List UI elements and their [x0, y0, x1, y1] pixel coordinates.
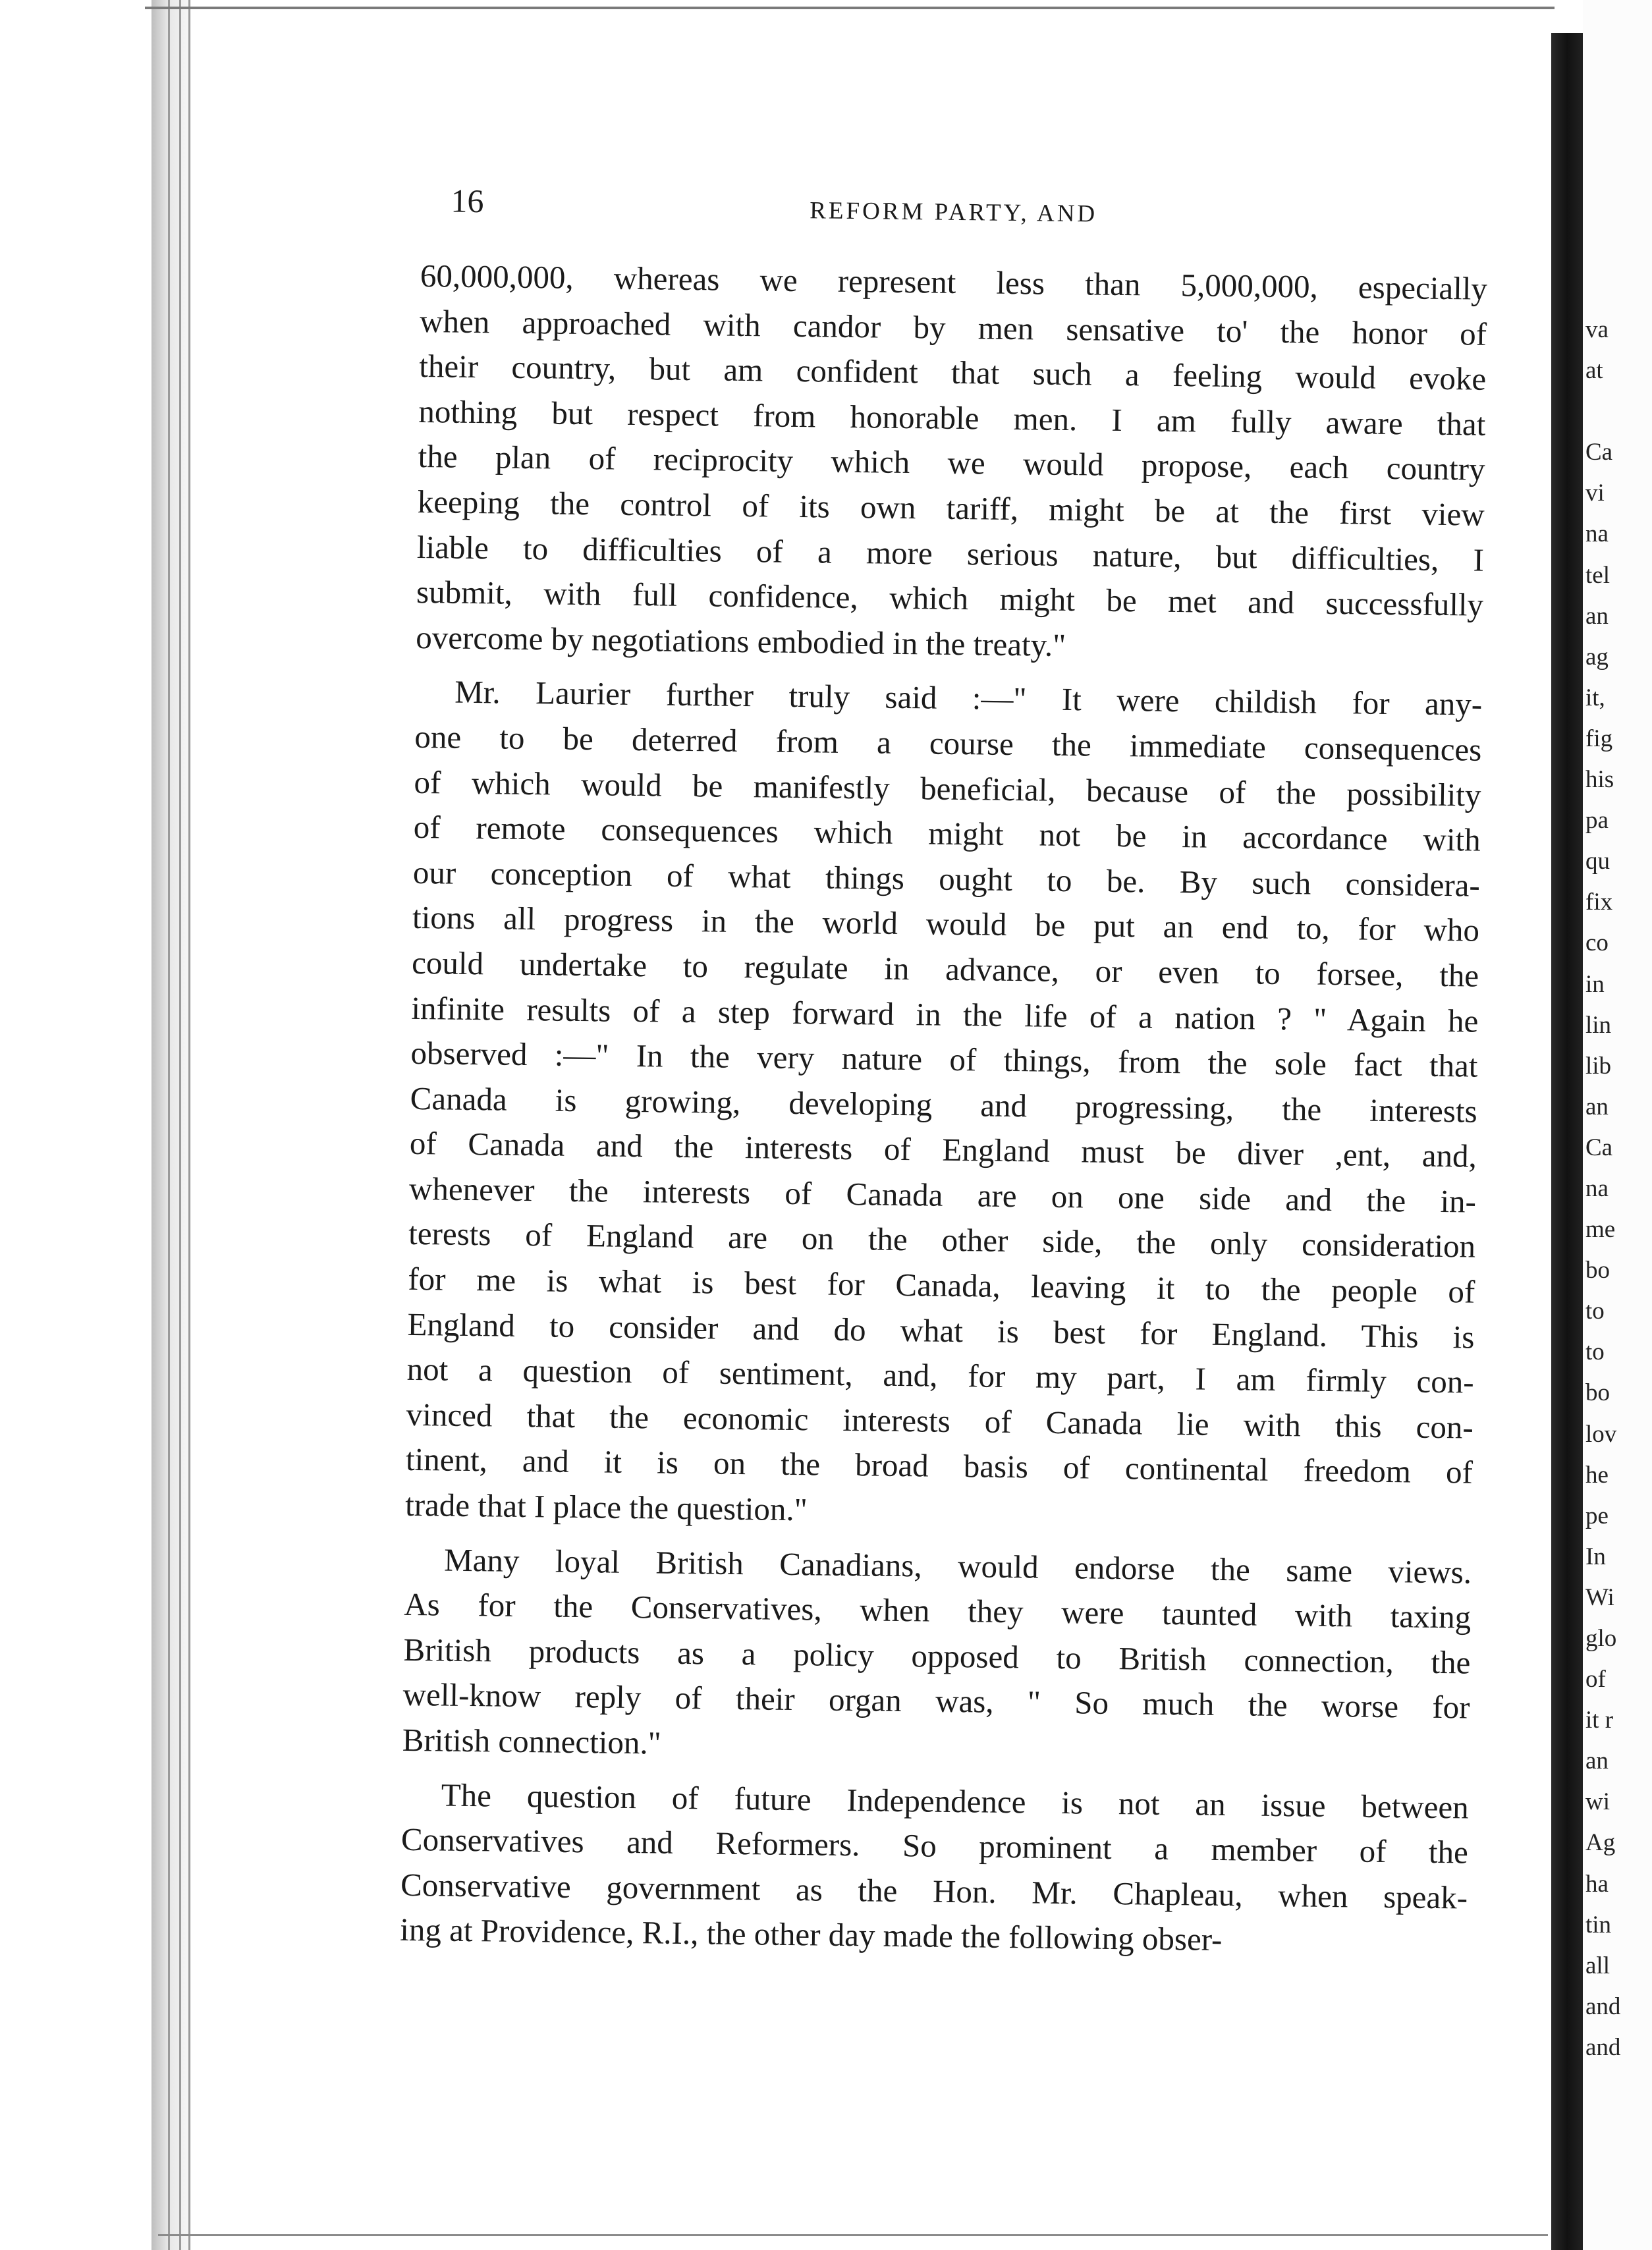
- page-top-rule: [145, 7, 1555, 9]
- text-line: vinced that the economic interests of Canada lie with this con-: [406, 1396, 1474, 1446]
- paragraph: [405, 669, 1483, 1541]
- facing-page-fragment: tel: [1585, 561, 1610, 589]
- paragraph: [402, 1537, 1472, 1776]
- text-line: of Canada and the interests of England must be diver ,ent, and,: [409, 1125, 1477, 1174]
- facing-page: [1583, 0, 1652, 2250]
- facing-page-fragment: pa: [1585, 807, 1609, 835]
- text-line: Conservatives and Reformers. So prominent a member of the: [400, 1821, 1469, 1871]
- paragraph: [400, 1772, 1469, 1965]
- facing-page-fragment: his: [1585, 766, 1614, 794]
- facing-page-fragment: vi: [1585, 480, 1605, 507]
- text-line: Conservative government as the Hon. Mr. Chapleau, when speak-: [400, 1866, 1468, 1916]
- facing-page-fragment: he: [1585, 1461, 1609, 1489]
- facing-page-fragment: Ca: [1585, 1134, 1613, 1161]
- text-line: Many loyal British Canadians, would endorse the same views.: [443, 1541, 1472, 1591]
- facing-page-fragment: to: [1585, 1298, 1605, 1325]
- facing-page-fragment: at: [1585, 357, 1603, 385]
- text-line: nothing but respect from honorable men. I am fully aware that: [418, 393, 1486, 443]
- text-line: whenever the interests of Canada are on one side and the in-: [408, 1170, 1477, 1220]
- binding-line: [179, 0, 181, 2250]
- facing-page-fragment: na: [1585, 1174, 1609, 1202]
- text-line: for me is what is best for Canada, leaving it to the people of: [408, 1260, 1475, 1310]
- facing-page-fragment: tin: [1585, 1911, 1612, 1938]
- facing-page-fragment: an: [1585, 1747, 1609, 1775]
- binding-line: [188, 0, 190, 2250]
- text-line: ing at Providence, R.I., the other day made the following obser-: [399, 1911, 1223, 1958]
- text-line: liable to difficulties of a more serious nature, but difficulties, I: [416, 528, 1485, 578]
- facing-page-fragment: qu: [1585, 848, 1610, 875]
- text-line: when approached with candor by men sensative to' the honor of: [419, 302, 1487, 352]
- text-line: could undertake to regulate in advance, or even to forsee, the: [411, 944, 1479, 994]
- text-line: Canada is growing, developing and progressing, the interests: [410, 1080, 1477, 1130]
- facing-page-fragment: fig: [1585, 725, 1613, 752]
- facing-page-fragment: Ag: [1585, 1829, 1616, 1857]
- binding-shadow: [151, 0, 191, 2250]
- facing-page-fragment: Ca: [1585, 439, 1613, 466]
- text-line: their country, but am confident that such a feeling would evoke: [418, 348, 1487, 397]
- facing-page-fragment: all: [1585, 1952, 1610, 1979]
- facing-page-fragment: glo: [1585, 1625, 1617, 1652]
- facing-page-fragment: wi: [1585, 1788, 1610, 1816]
- text-line: the plan of reciprocity which we would propose, each country: [418, 438, 1485, 488]
- page-gutter: [1551, 33, 1583, 2250]
- facing-page-fragment: ha: [1585, 1870, 1609, 1898]
- facing-page-fragment: it,: [1585, 684, 1605, 711]
- running-head: REFORM PARTY, AND: [810, 197, 1098, 228]
- text-line: of remote consequences which might not be in accordance with: [413, 809, 1481, 858]
- body-text: [400, 254, 1488, 1975]
- facing-page-fragment: and: [1585, 2033, 1621, 2061]
- text-line: British connection.": [402, 1721, 662, 1761]
- facing-page-fragment: an: [1585, 602, 1609, 630]
- facing-page-fragment: it r: [1585, 1707, 1614, 1734]
- facing-page-fragment: bo: [1585, 1379, 1610, 1407]
- paragraph: [416, 254, 1487, 673]
- facing-page-fragment: an: [1585, 1093, 1609, 1120]
- page-number: 16: [451, 182, 484, 220]
- facing-page-fragment: in: [1585, 970, 1605, 998]
- text-line: submit, with full confidence, which might be met and successfully: [416, 574, 1484, 623]
- facing-page-fragment: co: [1585, 929, 1609, 957]
- text-line: observed :—" In the very nature of things, from the sole fact that: [410, 1034, 1478, 1084]
- text-line: tinent, and it is on the broad basis of continental freedom of: [405, 1441, 1473, 1491]
- text-line: one to be deterred from a course the immediate consequences: [414, 718, 1482, 768]
- facing-page-fragment: pe: [1585, 1502, 1609, 1529]
- facing-page-fragment: bo: [1585, 1257, 1610, 1284]
- text-line: not a question of sentiment, and, for my part, I am firmly con-: [406, 1351, 1474, 1400]
- text-line: British products as a policy opposed to British connection, the: [403, 1631, 1471, 1681]
- text-line: trade that I place the question.": [404, 1486, 808, 1528]
- facing-page-fragment: Wi: [1585, 1583, 1614, 1611]
- page-header: [421, 168, 1502, 240]
- facing-page-fragment: na: [1585, 520, 1609, 548]
- facing-page-fragment: lin: [1585, 1011, 1612, 1039]
- text-line: England to consider and do what is best for England. This is: [407, 1305, 1475, 1356]
- text-line: infinite results of a step forward in the life of a nation ? " Again he: [411, 989, 1479, 1039]
- facing-page-fragment: to: [1585, 1338, 1605, 1366]
- facing-page-fragment: va: [1585, 316, 1609, 343]
- facing-page-fragment: fix: [1585, 889, 1613, 916]
- text-line: As for the Conservatives, when they were taunted with taxing: [404, 1586, 1472, 1635]
- facing-page-fragment: lib: [1585, 1052, 1612, 1080]
- facing-page-text: [1585, 310, 1620, 2068]
- text-line: tions all progress in the world would be put an end to, for who: [412, 899, 1480, 949]
- page-bottom-rule: [158, 2234, 1548, 2236]
- facing-page-fragment: me: [1585, 1216, 1616, 1244]
- facing-page-fragment: and: [1585, 1992, 1621, 2020]
- facing-page-fragment: [1585, 391, 1620, 432]
- binding-line: [168, 0, 170, 2250]
- text-line: terests of England are on the other side, the only consideration: [408, 1215, 1476, 1265]
- text-line: our conception of what things ought to be. By such considera-: [412, 854, 1481, 904]
- facing-page-fragment: ag: [1585, 643, 1609, 671]
- text-line: overcome by negotiations embodied in the treaty.": [415, 618, 1066, 663]
- text-line: of which would be manifestly beneficial, because of the possibility: [414, 763, 1481, 813]
- text-line: keeping the control of its own tariff, might be at the first view: [417, 483, 1485, 533]
- facing-page-fragment: of: [1585, 1666, 1606, 1693]
- text-line: well-know reply of their organ was, " So much the worse for: [402, 1676, 1470, 1726]
- facing-page-fragment: In: [1585, 1543, 1606, 1570]
- facing-page-fragment: lov: [1585, 1420, 1617, 1448]
- text-line: Mr. Laurier further truly said :—" It were childish for any-: [454, 674, 1483, 723]
- book-page: [399, 168, 1502, 2039]
- text-line: 60,000,000, whereas we represent less than 5,000,000, especially: [420, 257, 1488, 307]
- text-line: The question of future Independence is not an issue between: [441, 1776, 1470, 1826]
